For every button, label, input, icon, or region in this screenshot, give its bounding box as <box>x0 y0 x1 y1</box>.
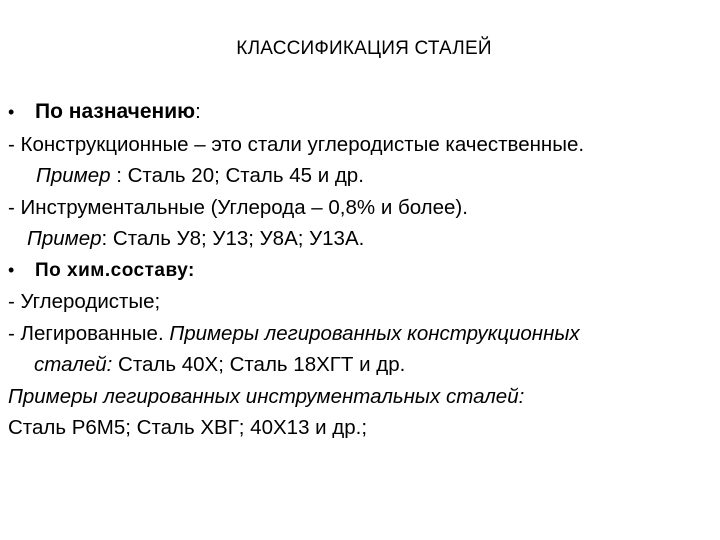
composition-heading-line <box>8 255 708 287</box>
purpose-heading: По назначению <box>35 100 196 123</box>
alloyed-tool-examples-label: Примеры легированных инструментальных сталей: <box>8 384 525 408</box>
alloyed-structural-examples-line <box>8 349 708 381</box>
carbon-steel-line: - Углеродистые; <box>8 290 161 313</box>
structural-example-text: : Сталь 20; Сталь 45 и др. <box>110 164 364 187</box>
composition-heading: По хим.составу: <box>35 259 195 281</box>
alloyed-structural-examples-text: Сталь 40Х; Сталь 18ХГТ и др. <box>112 353 406 376</box>
alloyed-tool-examples-text: Сталь Р6М5; Сталь ХВГ; 40Х13 и др.; <box>8 416 368 439</box>
purpose-heading-colon: : <box>195 100 201 123</box>
bullet-icon: • <box>8 259 15 280</box>
tool-example-line <box>8 223 708 255</box>
structural-steel-line: - Конструкционные – это стали углеродистые качественные. <box>8 132 585 156</box>
slide-body <box>8 96 708 444</box>
alloyed-structural-examples-label: Примеры легированных конструкционных <box>169 321 580 345</box>
bullet-icon: • <box>8 102 15 122</box>
tool-example-text: : Сталь У8; У13; У8А; У13А. <box>101 227 365 250</box>
structural-example-label: Пример <box>36 164 111 187</box>
alloyed-steel-line <box>8 318 708 350</box>
slide-title: КЛАССИФИКАЦИЯ СТАЛЕЙ <box>236 38 492 59</box>
alloyed-structural-examples-label-cont: сталей: <box>34 353 113 376</box>
purpose-heading-line <box>8 96 708 129</box>
structural-example-line <box>8 160 708 192</box>
alloyed-steel-text: - Легированные. <box>8 321 170 345</box>
tool-steel-line: - Инструментальные (Углерода – 0,8% и более). <box>8 195 468 219</box>
tool-example-label: Пример <box>27 227 102 250</box>
